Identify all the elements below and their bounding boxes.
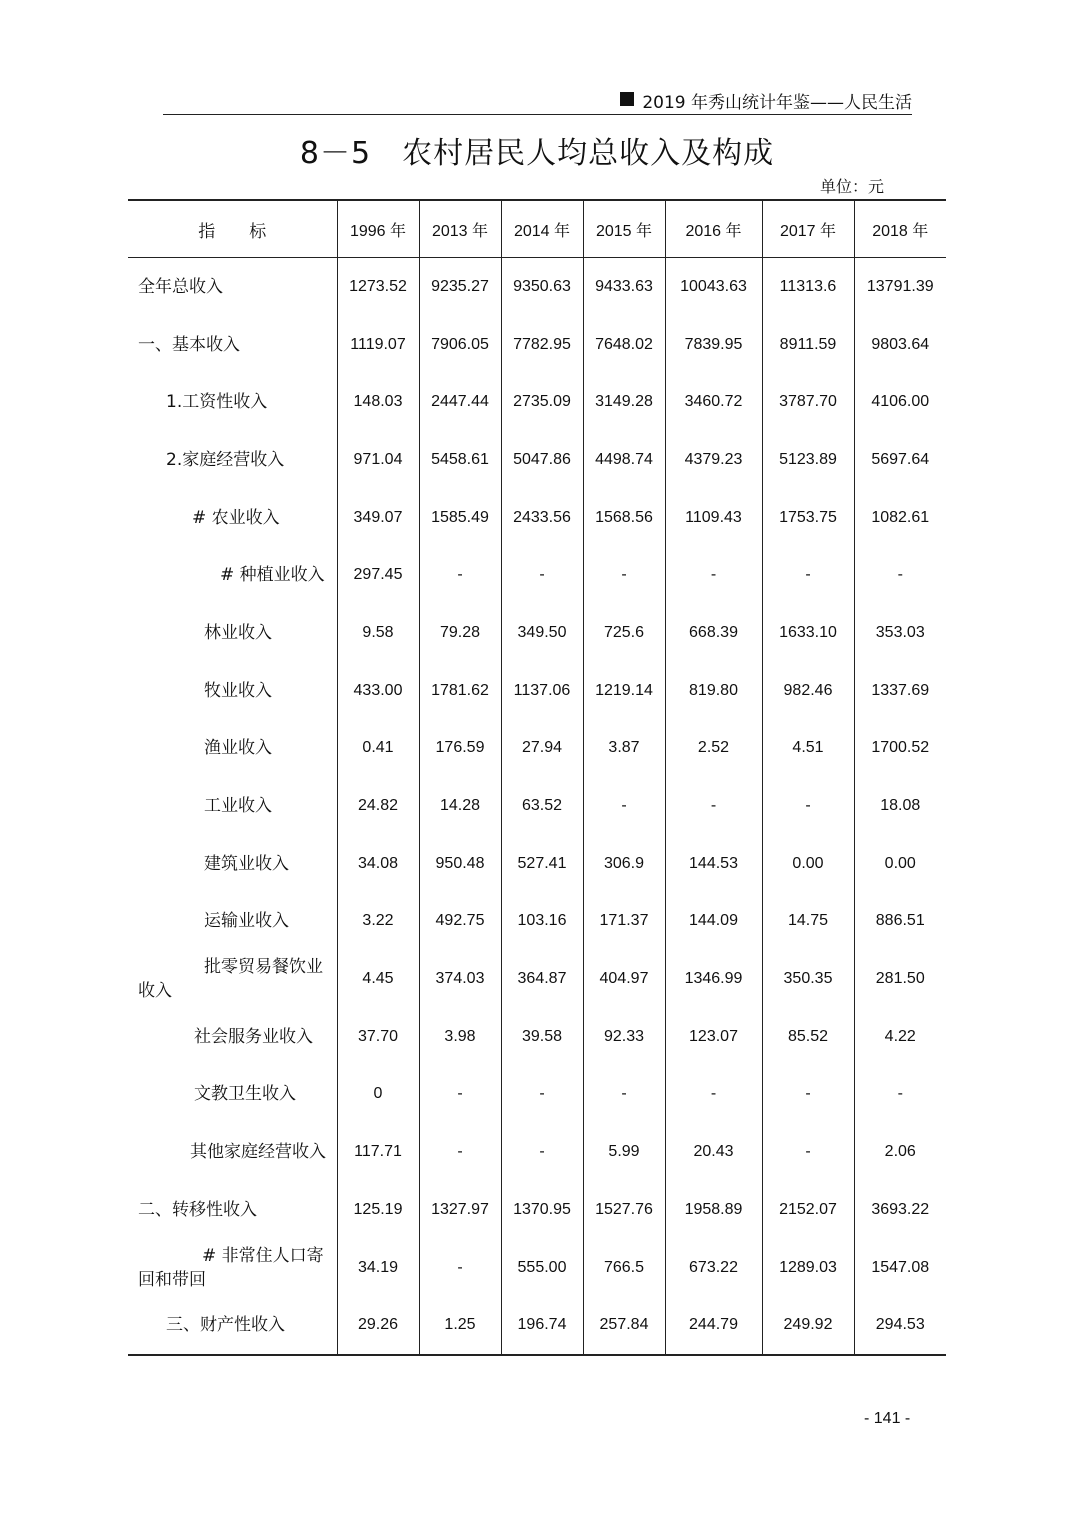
- table-cell: 281.50: [854, 950, 946, 1008]
- row-label: 全年总收入: [138, 276, 223, 297]
- table-cell: 13791.39: [854, 258, 946, 316]
- square-bullet-icon: [620, 92, 634, 106]
- table-cell: 117.71: [337, 1123, 419, 1181]
- table-cell: 103.16: [501, 893, 583, 951]
- table-cell: 886.51: [854, 893, 946, 951]
- row-label: 1.工资性收入: [166, 392, 268, 413]
- header-indicator: 指 标: [128, 200, 337, 258]
- table-cell: -: [583, 777, 665, 835]
- table-cell: 492.75: [419, 893, 501, 951]
- table-cell: 819.80: [665, 662, 762, 720]
- table-cell: 5.99: [583, 1123, 665, 1181]
- table-cell: -: [419, 546, 501, 604]
- table-cell: 24.82: [337, 777, 419, 835]
- table-cell: 374.03: [419, 950, 501, 1008]
- table-row: [128, 662, 946, 720]
- table-cell: -: [762, 777, 854, 835]
- table-cell: 4106.00: [854, 373, 946, 431]
- table-cell: 1082.61: [854, 489, 946, 547]
- header-year: 2015 年: [583, 200, 665, 258]
- table-cell: 144.09: [665, 893, 762, 951]
- row-label-line2: 收入: [138, 981, 172, 1002]
- table-cell: 1289.03: [762, 1239, 854, 1297]
- table-cell: 176.59: [419, 720, 501, 778]
- table-row: [128, 893, 946, 951]
- table-cell: 9803.64: [854, 316, 946, 374]
- table-cell: 353.03: [854, 604, 946, 662]
- table-cell: 34.08: [337, 835, 419, 893]
- table-cell: 527.41: [501, 835, 583, 893]
- table-cell: 9433.63: [583, 258, 665, 316]
- table-cell: 3.98: [419, 1008, 501, 1066]
- table-cell: 5047.86: [501, 431, 583, 489]
- table-title: 8－5 农村居民人均总收入及构成: [299, 136, 775, 171]
- table-cell: 1753.75: [762, 489, 854, 547]
- table-cell: 1527.76: [583, 1181, 665, 1239]
- table-cell: -: [583, 1066, 665, 1124]
- table-row: [128, 835, 946, 893]
- table-cell: 5123.89: [762, 431, 854, 489]
- table-cell: -: [762, 546, 854, 604]
- table-cell: 971.04: [337, 431, 419, 489]
- table-cell: 1.25: [419, 1296, 501, 1355]
- header-year: 2013 年: [419, 200, 501, 258]
- table-cell: 3787.70: [762, 373, 854, 431]
- table-row: [128, 1181, 946, 1239]
- table-cell: 1781.62: [419, 662, 501, 720]
- running-header: [163, 88, 912, 115]
- table-row: [128, 720, 946, 778]
- table-cell: 1327.97: [419, 1181, 501, 1239]
- table-row: [128, 604, 946, 662]
- table-row: [128, 950, 946, 1008]
- table-cell: -: [501, 1123, 583, 1181]
- table-cell: 294.53: [854, 1296, 946, 1355]
- table-cell: -: [419, 1239, 501, 1297]
- table-cell: -: [762, 1123, 854, 1181]
- row-label-line2: 回和带回: [138, 1269, 206, 1290]
- row-label: 运输业收入: [204, 911, 289, 932]
- table-header-row: [128, 200, 946, 258]
- table-cell: -: [665, 546, 762, 604]
- table-cell: 11313.6: [762, 258, 854, 316]
- table-cell: 950.48: [419, 835, 501, 893]
- table-cell: 10043.63: [665, 258, 762, 316]
- table-cell: 4379.23: [665, 431, 762, 489]
- table-cell: 2735.09: [501, 373, 583, 431]
- table-cell: -: [665, 1066, 762, 1124]
- row-label: 工业收入: [204, 796, 272, 817]
- table-cell: 0.00: [762, 835, 854, 893]
- table-cell: 7782.95: [501, 316, 583, 374]
- row-label: # 种植业收入: [220, 565, 325, 586]
- table-cell: 196.74: [501, 1296, 583, 1355]
- table-cell: 350.35: [762, 950, 854, 1008]
- table-row: [128, 1123, 946, 1181]
- table-cell: 9.58: [337, 604, 419, 662]
- table-cell: -: [762, 1066, 854, 1124]
- table-cell: 34.19: [337, 1239, 419, 1297]
- table-row: [128, 1239, 946, 1297]
- table-cell: 2447.44: [419, 373, 501, 431]
- table-cell: 1370.95: [501, 1181, 583, 1239]
- table-cell: 1119.07: [337, 316, 419, 374]
- table-row: [128, 431, 946, 489]
- table-cell: -: [501, 1066, 583, 1124]
- table-cell: 2.52: [665, 720, 762, 778]
- table-cell: 249.92: [762, 1296, 854, 1355]
- page-number: - 141 -: [864, 1410, 911, 1427]
- table-cell: 982.46: [762, 662, 854, 720]
- table-cell: 125.19: [337, 1181, 419, 1239]
- row-label-line1: # 非常住人口寄: [202, 1245, 324, 1266]
- table-cell: 5697.64: [854, 431, 946, 489]
- row-label: 二、转移性收入: [138, 1199, 257, 1220]
- header-year: 2017 年: [762, 200, 854, 258]
- row-label: 其他家庭经营收入: [190, 1142, 326, 1163]
- table-cell: 14.28: [419, 777, 501, 835]
- table-cell: 148.03: [337, 373, 419, 431]
- row-label: 林业收入: [204, 622, 272, 643]
- table-cell: 0: [337, 1066, 419, 1124]
- table-cell: 123.07: [665, 1008, 762, 1066]
- table-cell: 1547.08: [854, 1239, 946, 1297]
- table-cell: 63.52: [501, 777, 583, 835]
- row-label: 渔业收入: [204, 738, 272, 759]
- table-cell: -: [583, 546, 665, 604]
- row-label: 一、基本收入: [138, 334, 240, 355]
- table-row: [128, 489, 946, 547]
- row-label-line1: 批零贸易餐饮业: [204, 957, 323, 978]
- row-label: [128, 950, 337, 1008]
- table-cell: 244.79: [665, 1296, 762, 1355]
- table-cell: 8911.59: [762, 316, 854, 374]
- table-row: [128, 316, 946, 374]
- row-label: 牧业收入: [204, 680, 272, 701]
- table-cell: 79.28: [419, 604, 501, 662]
- table-cell: 1337.69: [854, 662, 946, 720]
- table-cell: 0.41: [337, 720, 419, 778]
- table-cell: 4.22: [854, 1008, 946, 1066]
- row-label: 文教卫生收入: [194, 1084, 296, 1105]
- table-row: [128, 777, 946, 835]
- table-cell: 766.5: [583, 1239, 665, 1297]
- table-cell: 1109.43: [665, 489, 762, 547]
- table-cell: 3149.28: [583, 373, 665, 431]
- table-cell: 4.45: [337, 950, 419, 1008]
- table-cell: 1219.14: [583, 662, 665, 720]
- table-row: [128, 1066, 946, 1124]
- table-cell: 1958.89: [665, 1181, 762, 1239]
- row-label: 三、财产性收入: [166, 1315, 285, 1336]
- table-row: [128, 373, 946, 431]
- table-cell: 18.08: [854, 777, 946, 835]
- table-cell: 144.53: [665, 835, 762, 893]
- table-row: [128, 258, 946, 316]
- table-cell: 3.87: [583, 720, 665, 778]
- table-cell: 171.37: [583, 893, 665, 951]
- table-cell: 7906.05: [419, 316, 501, 374]
- table-cell: -: [854, 1066, 946, 1124]
- row-label: [128, 1239, 337, 1297]
- table-cell: 297.45: [337, 546, 419, 604]
- table-cell: 1633.10: [762, 604, 854, 662]
- table-row: [128, 1008, 946, 1066]
- table-cell: 3460.72: [665, 373, 762, 431]
- header-year: 1996 年: [337, 200, 419, 258]
- table-cell: 1568.56: [583, 489, 665, 547]
- table-cell: 85.52: [762, 1008, 854, 1066]
- table-cell: -: [501, 546, 583, 604]
- table-cell: 1346.99: [665, 950, 762, 1008]
- table-cell: 1273.52: [337, 258, 419, 316]
- unit-label: 单位：元: [820, 177, 885, 196]
- table-cell: 2152.07: [762, 1181, 854, 1239]
- table-cell: 349.50: [501, 604, 583, 662]
- table-cell: -: [419, 1123, 501, 1181]
- table-cell: 673.22: [665, 1239, 762, 1297]
- table-cell: 9235.27: [419, 258, 501, 316]
- table-cell: 404.97: [583, 950, 665, 1008]
- table-cell: 20.43: [665, 1123, 762, 1181]
- row-label: 建筑业收入: [204, 853, 289, 874]
- header-year: 2018 年: [854, 200, 946, 258]
- table-cell: 0.00: [854, 835, 946, 893]
- table-cell: 2.06: [854, 1123, 946, 1181]
- table-cell: 4498.74: [583, 431, 665, 489]
- table-cell: 2433.56: [501, 489, 583, 547]
- row-label: 社会服务业收入: [194, 1026, 313, 1047]
- table-cell: 555.00: [501, 1239, 583, 1297]
- running-header-text: 2019 年秀山统计年鉴——人民生活: [642, 93, 912, 113]
- table-cell: 668.39: [665, 604, 762, 662]
- table-cell: 725.6: [583, 604, 665, 662]
- table-cell: 364.87: [501, 950, 583, 1008]
- table-cell: 433.00: [337, 662, 419, 720]
- table-cell: 7839.95: [665, 316, 762, 374]
- income-table: [128, 199, 946, 1356]
- table-cell: 7648.02: [583, 316, 665, 374]
- table-cell: 9350.63: [501, 258, 583, 316]
- table-cell: 257.84: [583, 1296, 665, 1355]
- table-cell: 3.22: [337, 893, 419, 951]
- row-label: 2.家庭经营收入: [166, 449, 285, 470]
- table-cell: 1700.52: [854, 720, 946, 778]
- table-cell: 14.75: [762, 893, 854, 951]
- table-cell: 349.07: [337, 489, 419, 547]
- table-row: [128, 546, 946, 604]
- table-cell: 3693.22: [854, 1181, 946, 1239]
- table-cell: 37.70: [337, 1008, 419, 1066]
- table-cell: 4.51: [762, 720, 854, 778]
- table-cell: 1585.49: [419, 489, 501, 547]
- table-cell: 1137.06: [501, 662, 583, 720]
- header-year: 2016 年: [665, 200, 762, 258]
- table-cell: 27.94: [501, 720, 583, 778]
- table-cell: 5458.61: [419, 431, 501, 489]
- table-cell: 306.9: [583, 835, 665, 893]
- table-cell: 29.26: [337, 1296, 419, 1355]
- table-cell: 39.58: [501, 1008, 583, 1066]
- table-cell: -: [419, 1066, 501, 1124]
- row-label: # 农业收入: [192, 507, 280, 528]
- header-year: 2014 年: [501, 200, 583, 258]
- table-cell: -: [854, 546, 946, 604]
- table-cell: 92.33: [583, 1008, 665, 1066]
- table-cell: -: [665, 777, 762, 835]
- table-row: [128, 1296, 946, 1355]
